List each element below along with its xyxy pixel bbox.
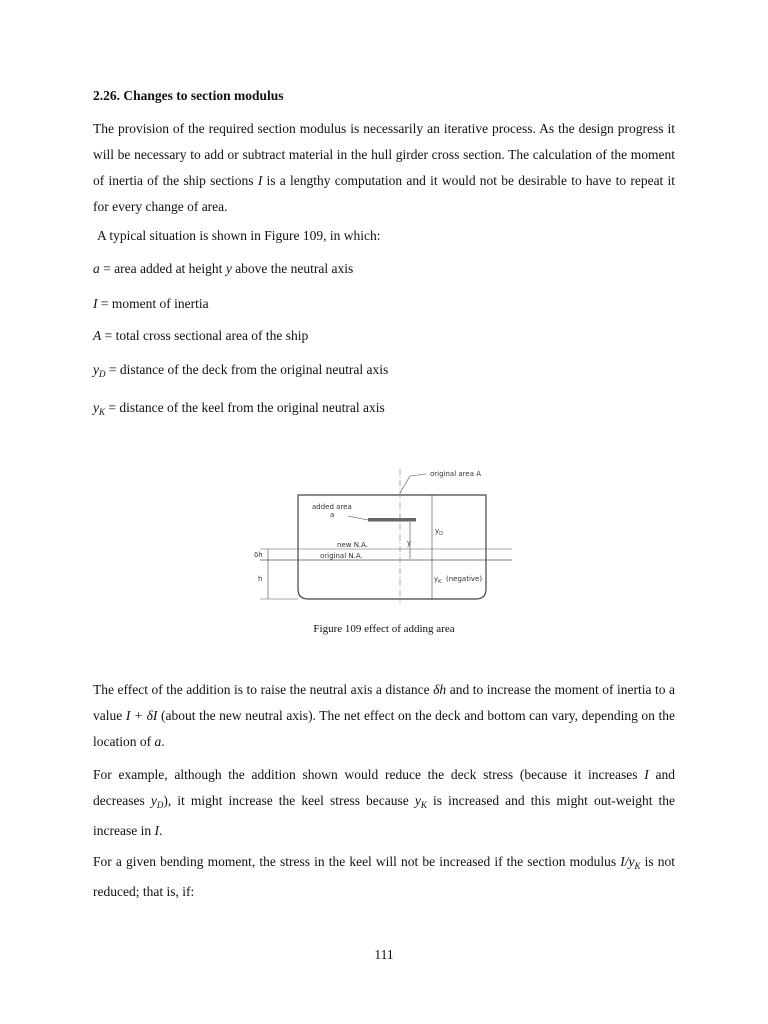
figure-109-diagram [250, 463, 520, 613]
example-I2: I [154, 823, 159, 838]
def-I-text: = moment of inertia [100, 296, 209, 311]
example-y2: y [414, 793, 421, 808]
intro-text: The provision of the required section modulus is necessarily an iterative process. As the design progress it will be necessary to add or subtract material in the hull girder cross section. The calculation of the moment of inertia of the ship sections [93, 121, 675, 188]
def-a-symbol: a [93, 261, 100, 276]
example-text-4: is increased and this might out-weight the increase in [93, 793, 676, 838]
definition-A [93, 328, 308, 344]
definition-yD [93, 362, 388, 379]
effect-a: a [154, 734, 162, 749]
label-h: h [258, 575, 263, 583]
label-new-na: new N.A. [337, 541, 369, 549]
bending-text-1: For a given bending moment, the stress in the keel will not be increased if the section modulus [93, 854, 617, 869]
def-a-text: = area added at height [103, 261, 223, 276]
effect-text-2: and to increase the moment of inertia to a value [93, 682, 676, 723]
def-A-symbol: A [93, 328, 102, 343]
bending-paragraph [93, 849, 675, 905]
example-y2-sub: K [420, 800, 427, 810]
label-yK-sub: K [438, 579, 442, 585]
example-text-5: . [158, 823, 163, 838]
intro-text-end: is a lengthy computation and it would not be desirable to have to repeat it for every change of area. [93, 173, 676, 214]
definition-I [93, 296, 209, 312]
example-y: y [150, 793, 157, 808]
added-area-plate [368, 518, 416, 522]
definition-a [93, 261, 353, 277]
added-area-leader [348, 516, 368, 520]
def-yK-sub: K [99, 407, 106, 417]
example-text-1: For example, although the addition shown would reduce the deck stress (because it increases [93, 767, 638, 782]
label-dh: δh [254, 551, 263, 559]
effect-expression: I + δI [125, 708, 158, 723]
example-paragraph [93, 762, 675, 844]
def-yD-sub: D [99, 369, 106, 379]
label-yK [434, 575, 442, 585]
definition-yK [93, 400, 385, 417]
def-a-text-end: above the neutral axis [235, 261, 354, 276]
effect-text-4: . [161, 734, 165, 749]
situation-text: A typical situation is shown in Figure 109, in which: [97, 228, 381, 243]
label-original-area: original area A [430, 470, 482, 478]
effect-text-3: (about the new neutral axis). The net effect on the deck and bottom can vary, depending on the location of [93, 708, 675, 749]
figure-caption: Figure 109 effect of adding area [313, 623, 455, 635]
label-yD-main: y [435, 527, 440, 535]
intro-paragraph [93, 116, 675, 220]
label-yD-sub: D [439, 531, 444, 537]
label-y: y [407, 539, 412, 547]
original-area-leader [410, 474, 426, 476]
def-yK-symbol: y [93, 400, 99, 415]
label-original-na: original N.A. [320, 552, 363, 560]
def-A-text: = total cross sectional area of the ship [104, 328, 309, 343]
bending-fraction-sub: K [634, 861, 641, 871]
label-negative: (negative) [446, 575, 483, 583]
original-area-arrow [400, 476, 410, 493]
effect-text-1: The effect of the addition is to raise the neutral axis a distance [93, 682, 430, 697]
label-yK-main: y [434, 575, 439, 583]
label-added-area: added area [312, 503, 352, 511]
label-yD [435, 527, 443, 537]
def-yD-text: = distance of the deck from the original neutral axis [108, 362, 389, 377]
example-text-2: and decreases [93, 767, 675, 808]
def-a-var: y [225, 261, 232, 276]
example-text-3: ), it might increase the keel stress because [163, 793, 409, 808]
example-y-sub: D [156, 800, 164, 810]
symbol-I: I [257, 173, 263, 188]
section-heading: 2.26. Changes to section modulus [93, 88, 284, 103]
bending-text-2: is not reduced; that is, if: [93, 854, 676, 899]
def-I-symbol: I [93, 296, 98, 311]
def-yK-text: = distance of the keel from the original neutral axis [108, 400, 385, 415]
label-a: a [330, 511, 335, 519]
effect-dh: δh [433, 682, 447, 697]
def-yD-symbol: y [93, 362, 99, 377]
bending-fraction: I/y [620, 854, 635, 869]
page-number: 111 [374, 947, 394, 962]
example-I1: I [644, 767, 649, 782]
effect-paragraph [93, 677, 675, 755]
